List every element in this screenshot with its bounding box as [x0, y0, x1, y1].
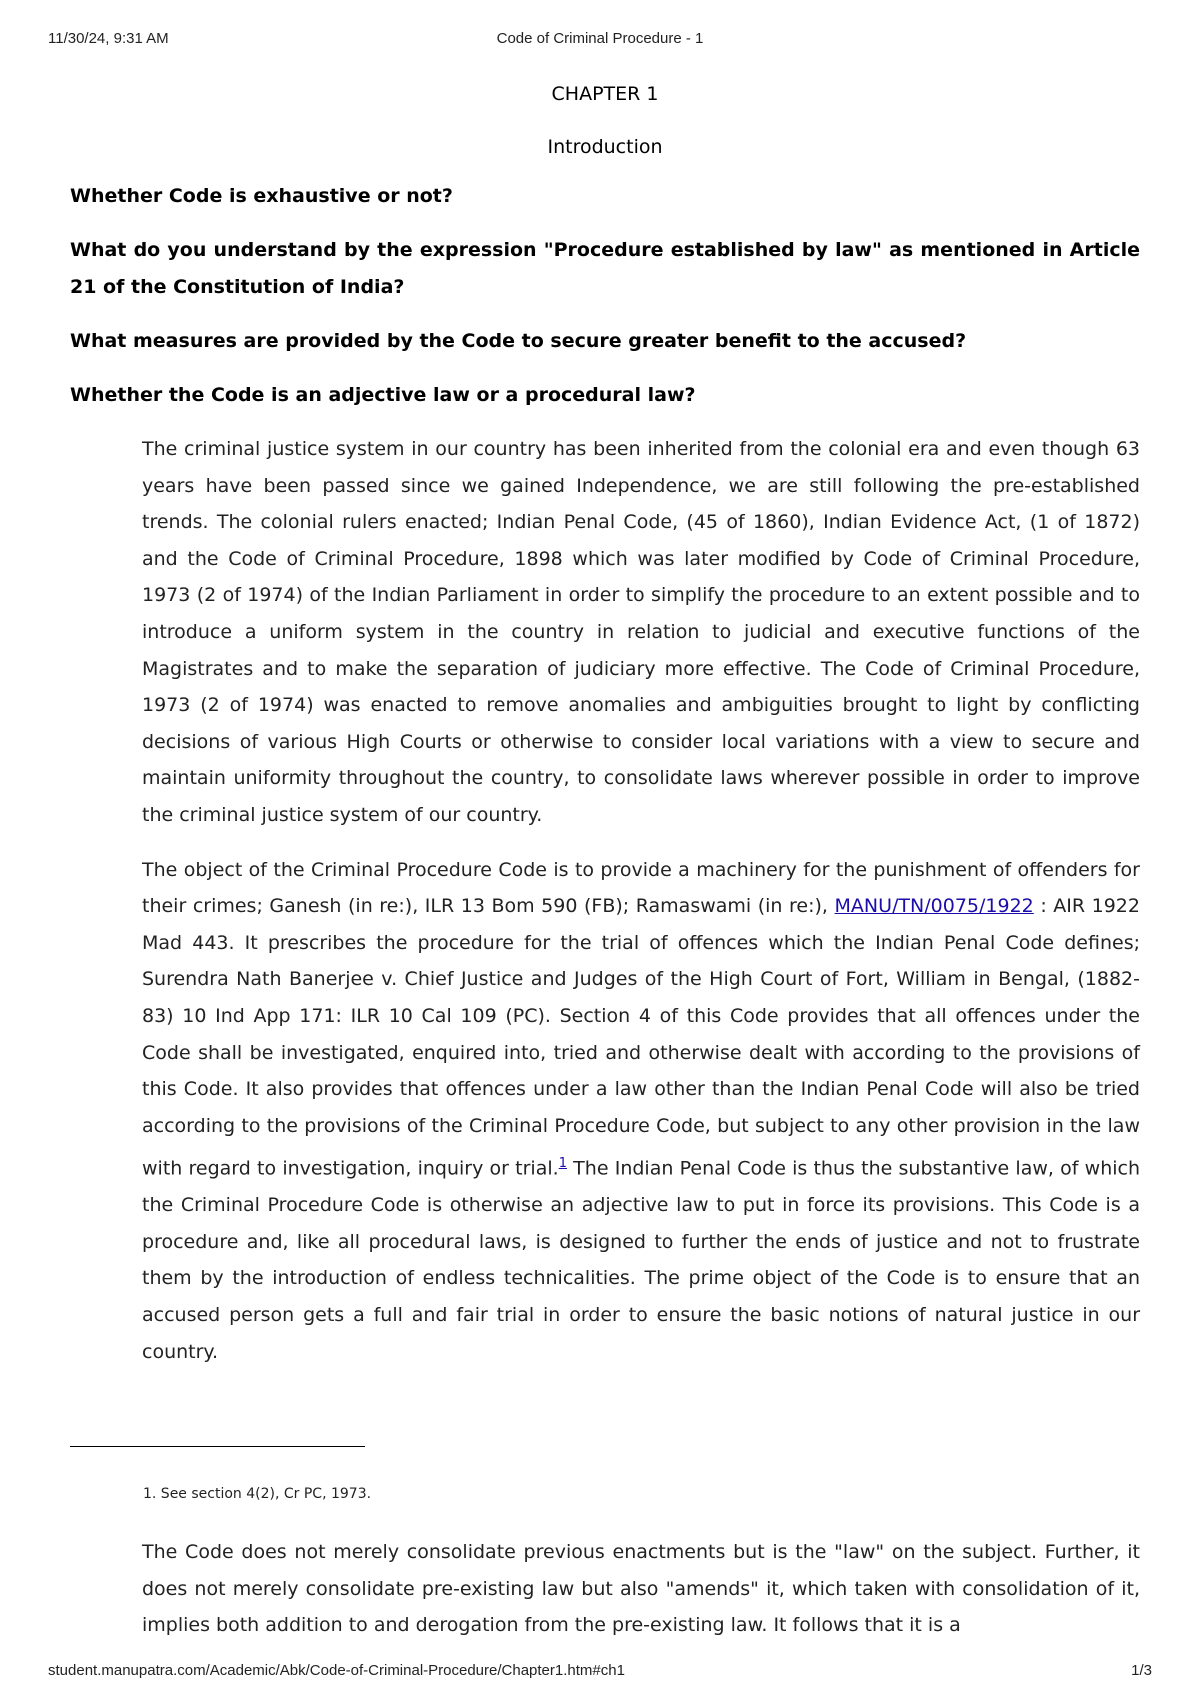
footnote-divider: [70, 1446, 365, 1447]
print-page-title: Code of Criminal Procedure - 1: [496, 30, 704, 47]
question-4: Whether the Code is an adjective law or a procedural law?: [70, 384, 696, 406]
question-1: Whether Code is exhaustive or not?: [70, 185, 453, 207]
chapter-title: CHAPTER 1: [551, 83, 659, 105]
chapter-heading: Introduction: [547, 136, 663, 158]
paragraph-3-wrapper: [142, 1534, 1140, 1644]
print-page-number: 1/3: [1131, 1662, 1152, 1679]
print-url: student.manupatra.com/Academic/Abk/Code-of-Criminal-Procedure/Chapter1.htm#ch1: [48, 1662, 625, 1679]
paragraph-2-text-a: The object of the Criminal Procedure Code is to provide a machinery for the punishment of offenders for their crimes; Ganesh (in re:), ILR 13 Bom 590 (FB); Ramaswami (in re:),: [142, 858, 1140, 918]
paragraph-2: [142, 852, 1140, 1371]
paragraph-1: The criminal justice system in our country has been inherited from the colonial era and even though 63 years have been passed since we gained Independence, we are still following the pre-established trends. The colonial rulers enacted; Indian Penal Code, (45 of 1860), Indian Evidence Act, (1 of 1872) and the Code of Criminal Procedure, 1898 which was later modified by Code of Criminal Procedure, 1973 (2 of 1974) of the Indian Parliament in order to simplify the procedure to an extent possible and to introduce a uniform system in the country in relation to judicial and executive functions of the Magistrates and to make the separation of judiciary more effective. The Code of Criminal Procedure, 1973 (2 of 1974) was enacted to remove anomalies and ambiguities brought to light by conflicting decisions of various High Courts or otherwise to consider local variations with a view to secure and maintain uniformity throughout the country, to consolidate laws wherever possible in order to improve the criminal justice system of our country.: [142, 438, 1140, 826]
document-body: [70, 80, 1140, 1370]
question-2: What do you understand by the expression "Procedure established by law" as mentioned in Article 21 of the Constitution of India?: [70, 239, 1140, 298]
question-3: What measures are provided by the Code to secure greater benefit to the accused?: [70, 330, 967, 352]
print-datetime: 11/30/24, 9:31 AM: [48, 30, 169, 47]
paragraph-3: The Code does not merely consolidate previous enactments but is the "law" on the subject. Further, it does not merely consolidate pre-existing law but also "amends" it, which taken with consolidation of it, implies both addition to and derogation from the pre-existing law. It follows that it is a: [142, 1541, 1140, 1637]
paragraph-2-text-c: The Indian Penal Code is thus the substantive law, of which the Criminal Procedure Code is otherwise an adjective law to put in force its provisions. This Code is a procedure and, like all procedural laws, is designed to further the ends of justice and not to frustrate them by the introduction of endless technicalities. The prime object of the Code is to ensure that an accused person gets a full and fair trial in order to ensure the basic notions of natural justice in our country.: [142, 1157, 1140, 1363]
paragraph-2-text-b: : AIR 1922 Mad 443. It prescribes the procedure for the trial of offences which the Indian Penal Code defines; Surendra Nath Banerjee v. Chief Justice and Judges of the High Court of Fort, William in Bengal, (1882-83) 10 Ind App 171: ILR 10 Cal 109 (PC). Section 4 of this Code provides that all offences under the Code shall be investigated, enquired into, tried and otherwise dealt with according to the provisions of this Code. It also provides that offences under a law other than the Indian Penal Code will also be tried according to the provisions of the Criminal Procedure Code, but subject to any other provision in the law with regard to investigation, inquiry or trial.: [142, 895, 1140, 1180]
citation-link[interactable]: MANU/TN/0075/1922: [834, 895, 1034, 918]
footnote: 1. See section 4(2), Cr PC, 1973.: [143, 1486, 372, 1502]
footnote-ref-link[interactable]: 1: [558, 1156, 567, 1172]
